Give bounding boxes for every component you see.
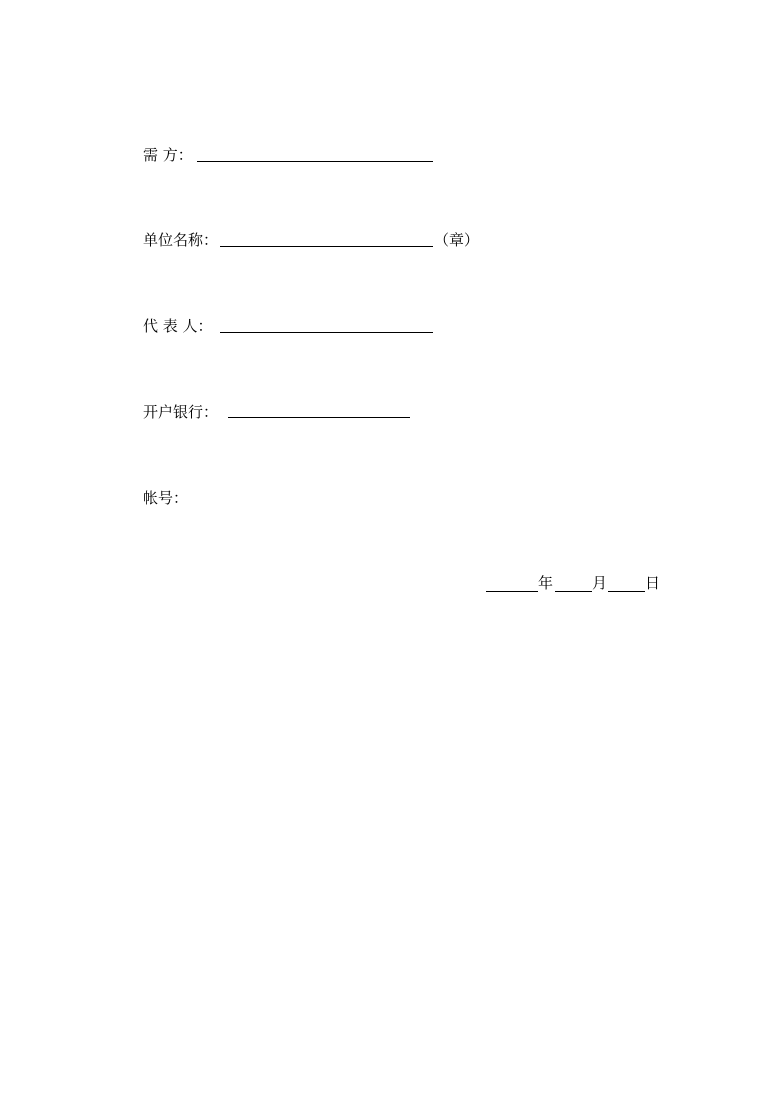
representative-field[interactable]	[220, 332, 433, 333]
account-label: 帐号：	[143, 489, 189, 507]
day-label: 日	[645, 574, 661, 592]
day-field[interactable]	[608, 591, 645, 592]
unit-name-field[interactable]	[220, 246, 433, 247]
month-label: 月	[592, 574, 608, 592]
bank-label: 开户银行：	[143, 403, 219, 421]
seal-note: （章）	[434, 231, 480, 249]
month-field[interactable]	[555, 591, 592, 592]
bank-field[interactable]	[228, 417, 410, 418]
year-field[interactable]	[486, 591, 538, 592]
buyer-field[interactable]	[197, 161, 433, 162]
year-label: 年	[538, 574, 554, 592]
representative-label: 代 表 人：	[143, 317, 213, 335]
unit-name-label: 单位名称：	[143, 231, 219, 249]
buyer-label: 需 方：	[143, 146, 193, 164]
